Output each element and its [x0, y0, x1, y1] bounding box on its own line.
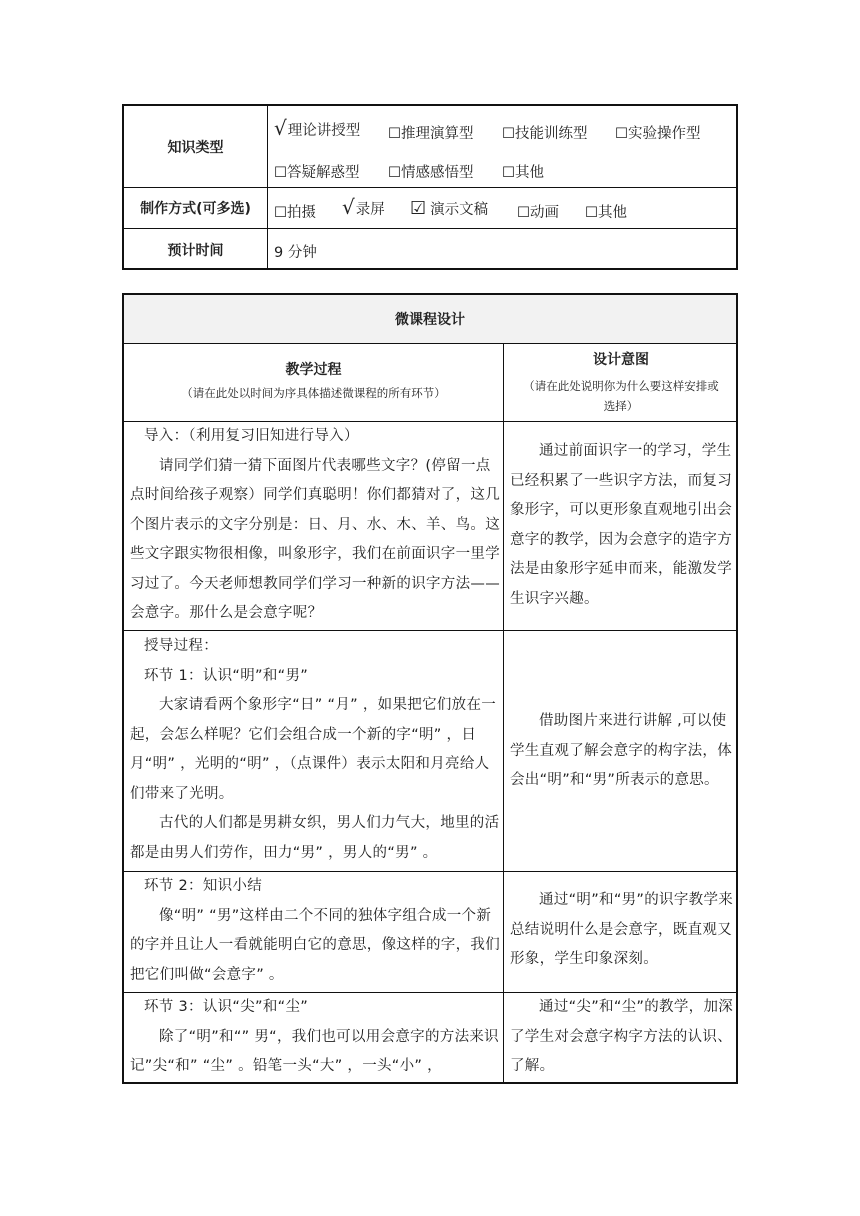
step1-paragraph-1: 大家请看两个象形字“日” “月” ，如果把它们放在一起，会怎么样呢？它们会组合成一个新的字“明” ，日月“明” ，光明的“明” ，（点课件）表示太阳和月亮给人们带来了光明。 [130, 697, 497, 802]
checkbox-icon: ☐ [388, 126, 401, 142]
row2-left [130, 632, 502, 868]
row1-right [510, 437, 736, 614]
option-reasoning[interactable]: ☐推理演算型 [388, 126, 474, 142]
estimated-time-row [124, 229, 736, 270]
step3-heading: 环节 3：认识“尖”和“尘” [144, 999, 309, 1015]
option-slides[interactable]: ☑ 演示文稿 [410, 198, 489, 219]
row3-right [510, 886, 736, 975]
intro-paragraph: 请同学们猜一猜下面图片代表哪些文字？(停留一点点时间给孩子观察）同学们真聪明！你们都猜对了，这几个图片表示的文字分别是：日、月、水、木、羊、鸟。这些文字跟实物很相像，叫象形字，我们在前面识字一里学习过了。今天老师想教同学们学习一种新的识字方法——会意字。那什么是会意字呢？ [130, 457, 500, 621]
checkbox-icon: ☐ [517, 205, 530, 221]
design-table [122, 293, 738, 1084]
option-animation[interactable]: ☐动画 [517, 205, 559, 221]
teaching-heading: 授导过程： [144, 638, 218, 654]
col-left-subtitle: （请在此处以时间为序具体描述微课程的所有环节） [181, 386, 446, 400]
estimated-time-value: 9 分钟 [274, 245, 317, 261]
checkbox-icon: ☐ [388, 165, 401, 181]
knowledge-type-row [124, 106, 736, 188]
option-other[interactable]: ☐其他 [502, 165, 544, 181]
production-method-row [124, 188, 736, 229]
step3-paragraph: 除了“明”和“” 男“，我们也可以用会意字的方法来识记”尖“和” “尘” 。铅笔一头“大” ，一头“小” ， [130, 1028, 499, 1074]
col-left-header [124, 359, 503, 401]
checkbox-icon: ☐ [615, 126, 628, 142]
checkbox-icon: ☐ [502, 126, 515, 142]
step1-heading: 环节 1：认识“明”和“男” [144, 667, 309, 684]
option-theory[interactable]: √理论讲授型 [274, 116, 361, 140]
option-screen-record[interactable]: √录屏 [342, 195, 385, 219]
intro-heading: 导入：（利用复习旧知进行导入） [144, 428, 359, 444]
row1-left [130, 422, 502, 629]
row4-right [510, 993, 736, 1082]
estimated-time-label: 预计时间 [124, 229, 268, 270]
col-right-title: 设计意图 [593, 352, 649, 368]
knowledge-type-label: 知识类型 [124, 106, 268, 187]
row3-intent: 通过“明”和“男”的识字教学来总结说明什么是会意字，既直观又形象，学生印象深刻。 [510, 892, 734, 967]
check-mark-icon: √ [342, 195, 355, 219]
step2-paragraph: 像“明” “男”这样由二个不同的独体字组合成一个新的字并且让人一看就能明白它的意思，像这样的字，我们把它们叫做“会意字” 。 [130, 907, 500, 983]
design-table-title: 微课程设计 [124, 295, 736, 344]
step2-heading: 环节 2：知识小结 [144, 878, 263, 894]
col-left-title: 教学过程 [285, 362, 342, 378]
row2-intent: 借助图片来进行讲解 ,可以使学生直观了解会意字的构字法，体会出“明”和“男”所表示的意思。 [510, 713, 732, 788]
checkbox-icon: ☐ [585, 205, 598, 221]
checkbox-icon: ☐ [274, 165, 287, 181]
option-skill[interactable]: ☐技能训练型 [502, 126, 588, 142]
option-qa[interactable]: ☐答疑解惑型 [274, 165, 360, 181]
row4-intent: 通过“尖”和“尘”的教学，加深了学生对会意字构字方法的认识、了解。 [510, 999, 734, 1074]
check-mark-icon: √ [274, 116, 287, 140]
option-film[interactable]: ☐拍摄 [274, 205, 316, 221]
row1-intent: 通过前面识字一的学习，学生已经积累了一些识字方法，而复习象形字，可以更形象直观地引出会意字的教学，因为会意字的造字方法是由象形字延申而来，能激发学生识字兴趣。 [510, 443, 732, 607]
col-right-header [504, 349, 738, 416]
checkbox-icon: ☐ [274, 205, 287, 221]
info-table [122, 104, 738, 270]
step1-paragraph-2: 古代的人们都是男耕女织，男人们力气大，地里的活都是由男人们劳作，田力“男” ，男人的“男” 。 [130, 815, 500, 861]
row2-right [510, 707, 736, 796]
knowledge-type-options [274, 106, 730, 187]
option-experiment[interactable]: ☐实验操作型 [615, 126, 701, 142]
column-divider [503, 343, 504, 1082]
checked-box-icon: ☑ [410, 198, 427, 219]
row4-left [130, 993, 502, 1082]
production-method-label: 制作方式(可多选) [124, 188, 268, 228]
option-emotion[interactable]: ☐情感感悟型 [388, 165, 474, 181]
col-right-subtitle: （请在此处说明你为什么要这样安排或 选择） [523, 379, 719, 413]
checkbox-icon: ☐ [502, 165, 515, 181]
row3-left [130, 872, 502, 990]
option-other-method[interactable]: ☐其他 [585, 205, 627, 221]
